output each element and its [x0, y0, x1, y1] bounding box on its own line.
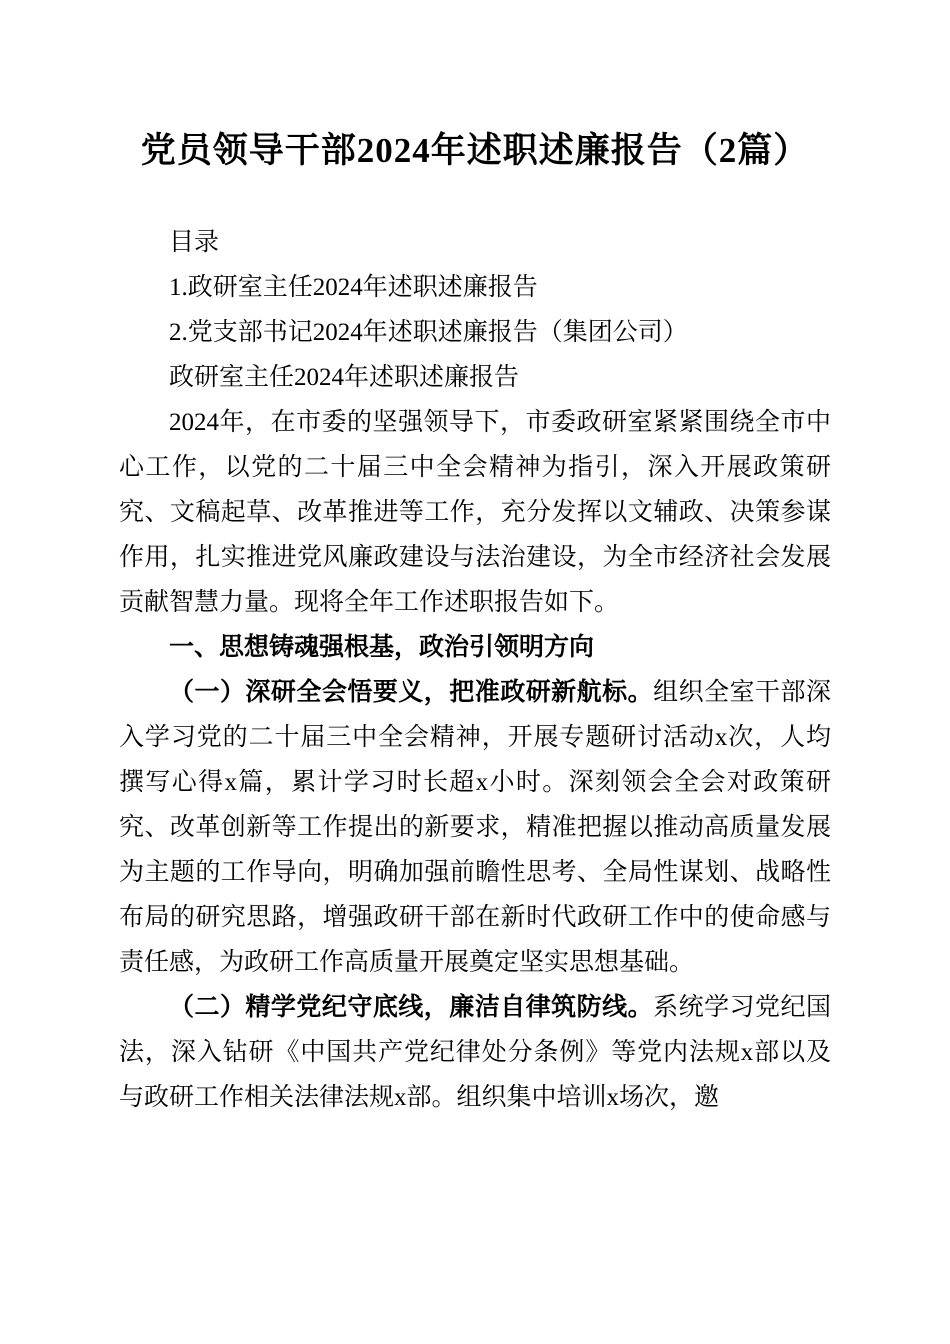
paragraph-2-body: 系统学习党纪国法，深入钻研《中国共产党纪律处分条例》等党内法规x部以及与政研工作相关法律法规x部。组织集中培训x场次，邀: [119, 993, 831, 1111]
paragraph-1-lead: （一）深研全会悟要义，把准政研新航标。: [169, 678, 654, 706]
intro-paragraph: 2024年，在市委的坚强领导下，市委政研室紧紧围绕全市中心工作，以党的二十届三中全会精神为指引，深入开展政策研究、文稿起草、改革推进等工作，充分发挥以文辅政、决策参谋作用，扎实推进党风廉政建设与法治建设，为全市经济社会发展贡献智慧力量。现将全年工作述职报告如下。: [119, 408, 831, 616]
paragraph-1-body: 组织全室干部深入学习党的二十届三中全会精神，开展专题研讨活动x次，人均撰写心得x篇，累计学习时长超x小时。深刻领会全会对政策研究、改革创新等工作提出的新要求，精准把握以推动高质量发展为主题的工作导向，明确加强前瞻性思考、全局性谋划、战略性布局的研究思路，增强政研干部在新时代政研工作中的使命感与责任感，为政研工作高质量开展奠定坚实思想基础。: [119, 678, 831, 976]
paragraph-2: [119, 985, 831, 1120]
toc-item-2: 2.党支部书记2024年述职述廉报告（集团公司）: [169, 318, 688, 346]
section-heading-1: 一、思想铸魂强根基，政治引领明方向: [169, 632, 595, 661]
document-body: [119, 220, 831, 1120]
toc-item-1: 1.政研室主任2024年述职述廉报告: [169, 273, 538, 301]
document-subtitle: 政研室主任2024年述职述廉报告: [169, 363, 520, 391]
document-title: 党员领导干部2024年述职述廉报告（2篇）: [140, 131, 810, 170]
toc-label: 目录: [169, 228, 220, 256]
paragraph-2-lead: （二）精学党纪守底线，廉洁自律筑防线。: [169, 993, 654, 1021]
paragraph-1: [119, 670, 831, 985]
